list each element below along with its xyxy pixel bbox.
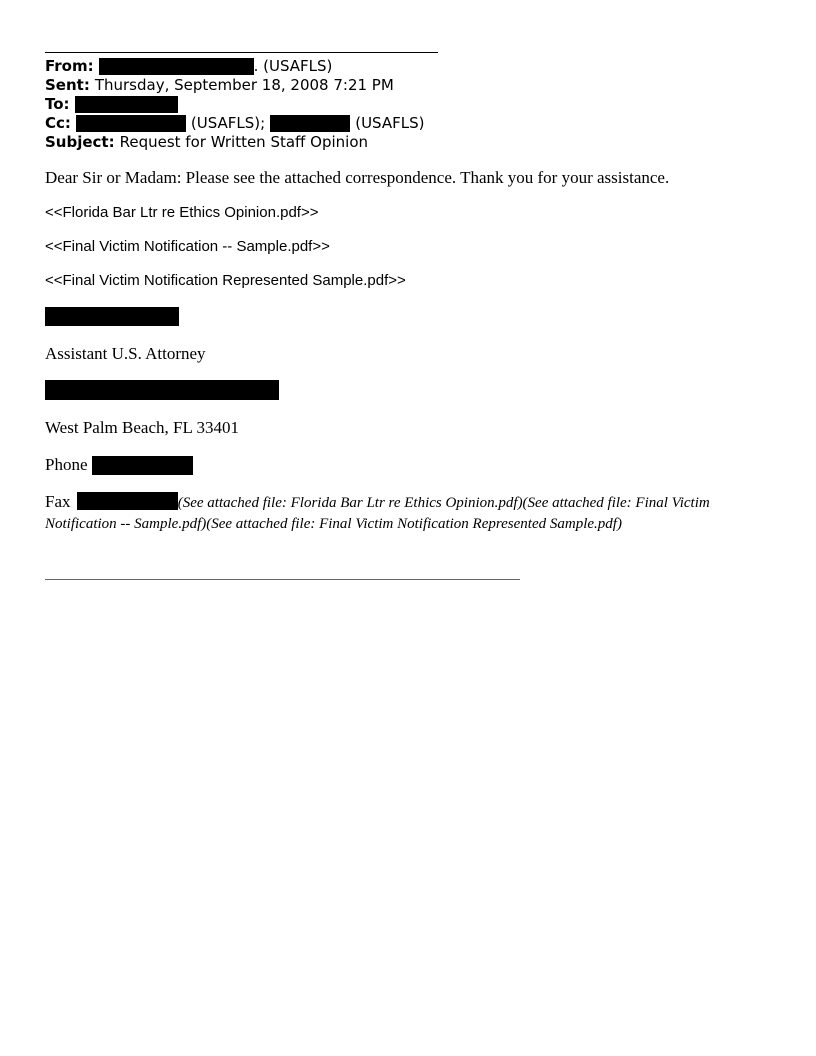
phone-line bbox=[45, 455, 193, 475]
from-row bbox=[45, 57, 424, 76]
fax-redaction bbox=[77, 492, 178, 510]
cc-redaction-2 bbox=[270, 115, 350, 132]
greeting-text: Dear Sir or Madam: Please see the attached correspondence. Thank you for your assistance. bbox=[45, 168, 670, 187]
address-redaction bbox=[45, 380, 279, 400]
city-line: West Palm Beach, FL 33401 bbox=[45, 418, 239, 437]
from-label: From: bbox=[45, 57, 94, 75]
name-redaction bbox=[45, 307, 179, 326]
subject-row bbox=[45, 133, 424, 152]
attachment-3: <<Final Victim Notification Represented Sample.pdf>> bbox=[45, 272, 406, 289]
sent-label: Sent: bbox=[45, 76, 90, 94]
to-row bbox=[45, 95, 424, 114]
attachment-1: <<Florida Bar Ltr re Ethics Opinion.pdf>> bbox=[45, 204, 319, 221]
to-redaction bbox=[75, 96, 178, 113]
cc-suffix-1: (USAFLS); bbox=[190, 114, 266, 132]
bottom-divider bbox=[45, 579, 520, 580]
phone-label: Phone bbox=[45, 455, 88, 474]
to-label: To: bbox=[45, 95, 70, 113]
email-header bbox=[45, 57, 424, 152]
from-suffix: . (USAFLS) bbox=[253, 57, 333, 75]
sent-row bbox=[45, 76, 424, 95]
cc-row bbox=[45, 114, 424, 133]
cc-label: Cc: bbox=[45, 114, 71, 132]
subject-value: Request for Written Staff Opinion bbox=[119, 133, 369, 151]
fax-label: Fax bbox=[45, 492, 71, 511]
sent-value: Thursday, September 18, 2008 7:21 PM bbox=[94, 76, 394, 94]
subject-label: Subject: bbox=[45, 133, 115, 151]
from-redaction bbox=[99, 58, 254, 75]
cc-suffix-2: (USAFLS) bbox=[355, 114, 425, 132]
fax-line bbox=[45, 492, 765, 534]
top-divider bbox=[45, 52, 438, 53]
job-title: Assistant U.S. Attorney bbox=[45, 344, 206, 363]
phone-redaction bbox=[92, 456, 193, 475]
attachment-2: <<Final Victim Notification -- Sample.pdf>> bbox=[45, 238, 330, 255]
cc-redaction-1 bbox=[76, 115, 186, 132]
fax-attachment-note: (See attached file: Florida Bar Ltr re Ethics Opinion.pdf)(See attached file: Final Victim Notification -- Sample.pdf)(See attached file: Final Victim Notification Represented Sample.pdf) bbox=[45, 495, 710, 532]
